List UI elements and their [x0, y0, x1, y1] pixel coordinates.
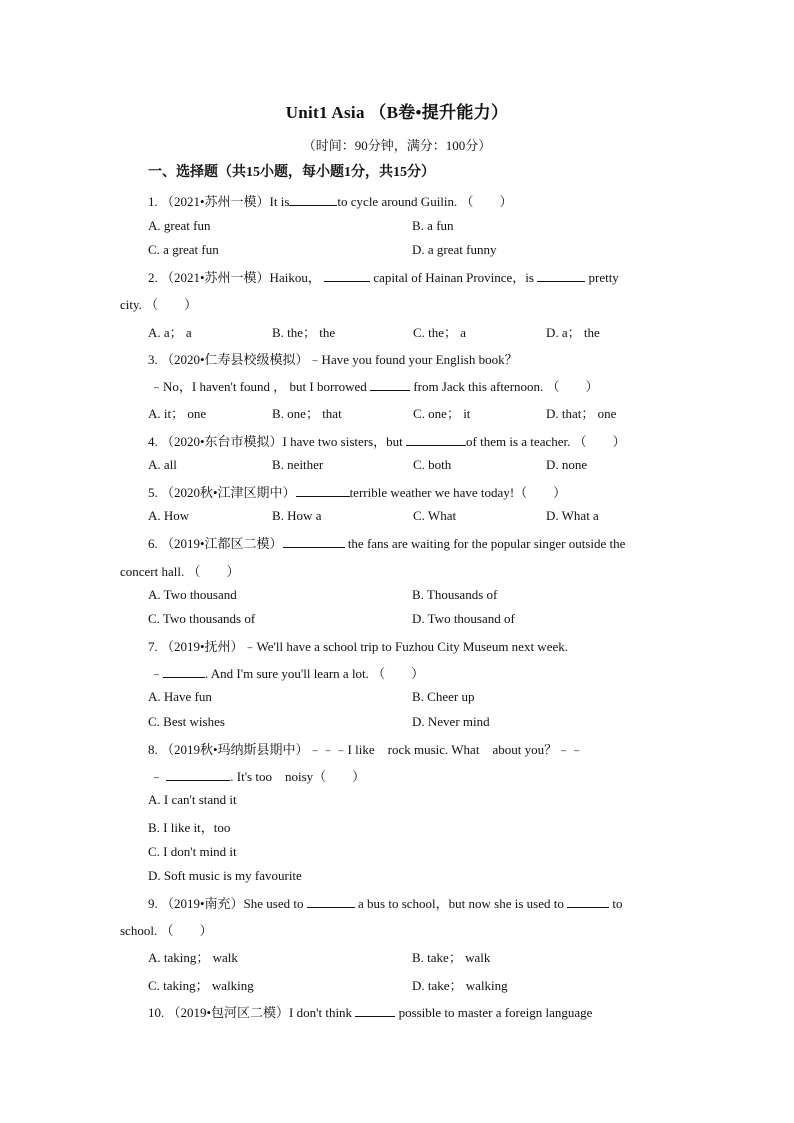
answer-blank — [355, 1004, 395, 1017]
exam-info: （时间：90分钟，满分：100分） — [302, 138, 492, 153]
question-4-stem: 4. （2020•东台市模拟）I have two sisters，but of them is a teacher. （ ） — [148, 434, 626, 449]
q5-option-d[interactable]: D. What a — [546, 508, 599, 523]
question-8-reply: ﹣ . It's too noisy（ ） — [150, 769, 366, 784]
answer-blank — [307, 895, 355, 908]
question-3-reply: ﹣No，I haven't found ， but I borrowed from Jack this afternoon. （ ） — [150, 379, 599, 394]
question-5-stem: 5. （2020秋•江津区期中） terrible weather we have today!（ ） — [148, 485, 567, 500]
q3-option-b[interactable]: B. one； that — [272, 406, 342, 421]
q9-option-c[interactable]: C. taking； walking — [148, 978, 254, 993]
q2-option-c[interactable]: C. the； a — [413, 325, 467, 340]
q1-option-c[interactable]: C. a great fun — [148, 242, 219, 257]
answer-blank — [537, 269, 585, 282]
answer-blank — [166, 768, 230, 781]
q5-option-a[interactable]: A. How — [148, 508, 190, 523]
q3-option-a[interactable]: A. it； one — [148, 406, 207, 421]
question-2-continued: city. （ ） — [120, 297, 198, 312]
q2-option-b[interactable]: B. the； the — [272, 325, 336, 340]
q7-option-d[interactable]: D. Never mind — [412, 714, 490, 729]
question-2-stem: 2. （2021•苏州一模）Haikou， capital of Hainan Province，is pretty — [148, 270, 619, 285]
question-6-stem: 6. （2019•江都区二模） the fans are waiting for the popular singer outside the — [148, 536, 626, 551]
q3-option-d[interactable]: D. that； one — [546, 406, 617, 421]
q8-option-b[interactable]: B. I like it，too — [148, 820, 231, 835]
q8-option-d[interactable]: D. Soft music is my favourite — [148, 868, 302, 883]
question-1-stem: 1. （2021•苏州一模）It is to cycle around Guilin. （ ） — [148, 194, 513, 209]
answer-blank — [289, 193, 337, 206]
answer-blank — [324, 269, 370, 282]
question-7-stem: 7. （2019•抚州）﹣We'll have a school trip to Fuzhou City Museum next week. — [148, 639, 568, 654]
q6-option-c[interactable]: C. Two thousands of — [148, 611, 256, 626]
q6-option-a[interactable]: A. Two thousand — [148, 587, 237, 602]
q4-option-d[interactable]: D. none — [546, 457, 588, 472]
q6-option-b[interactable]: B. Thousands of — [412, 587, 498, 602]
q4-option-a[interactable]: A. all — [148, 457, 177, 472]
answer-blank — [163, 665, 205, 678]
q1-option-b[interactable]: B. a fun — [412, 218, 454, 233]
question-8-stem: 8. （2019秋•玛纳斯县期中）﹣﹣﹣I like rock music. What about you？﹣﹣ — [148, 742, 584, 757]
q8-option-a[interactable]: A. I can't stand it — [148, 792, 237, 807]
q7-option-a[interactable]: A. Have fun — [148, 689, 212, 704]
q4-option-c[interactable]: C. both — [413, 457, 452, 472]
q5-option-c[interactable]: C. What — [413, 508, 457, 523]
answer-blank — [283, 535, 345, 548]
q2-option-d[interactable]: D. a； the — [546, 325, 600, 340]
question-10-stem: 10. （2019•包河区二模）I don't think possible to master a foreign language — [148, 1005, 593, 1020]
q7-option-c[interactable]: C. Best wishes — [148, 714, 225, 729]
q4-option-b[interactable]: B. neither — [272, 457, 324, 472]
section-heading: 一、选择题（共15小题，每小题1分，共15分） — [148, 165, 435, 180]
answer-blank — [406, 433, 466, 446]
question-9-continued: school. （ ） — [120, 923, 213, 938]
q2-option-a[interactable]: A. a； a — [148, 325, 192, 340]
q9-option-d[interactable]: D. take； walking — [412, 978, 508, 993]
page-title: Unit1 Asia （B卷•提升能力） — [285, 103, 509, 122]
question-7-reply: ﹣ . And I'm sure you'll learn a lot. （ ） — [150, 666, 425, 681]
q1-option-d[interactable]: D. a great funny — [412, 242, 497, 257]
q9-option-a[interactable]: A. taking； walk — [148, 950, 238, 965]
q5-option-b[interactable]: B. How a — [272, 508, 322, 523]
answer-blank — [296, 484, 350, 497]
answer-blank — [567, 895, 609, 908]
answer-blank — [370, 378, 410, 391]
question-6-continued: concert hall. （ ） — [120, 564, 240, 579]
q1-option-a[interactable]: A. great fun — [148, 218, 211, 233]
q8-option-c[interactable]: C. I don't mind it — [148, 844, 237, 859]
q9-option-b[interactable]: B. take； walk — [412, 950, 491, 965]
q6-option-d[interactable]: D. Two thousand of — [412, 611, 515, 626]
q3-option-c[interactable]: C. one； it — [413, 406, 471, 421]
question-9-stem: 9. （2019•南充）She used to a bus to school，but now she is used to to — [148, 896, 623, 911]
question-3-stem: 3. （2020•仁寿县校级模拟）﹣Have you found your English book？ — [148, 352, 518, 367]
q7-option-b[interactable]: B. Cheer up — [412, 689, 475, 704]
